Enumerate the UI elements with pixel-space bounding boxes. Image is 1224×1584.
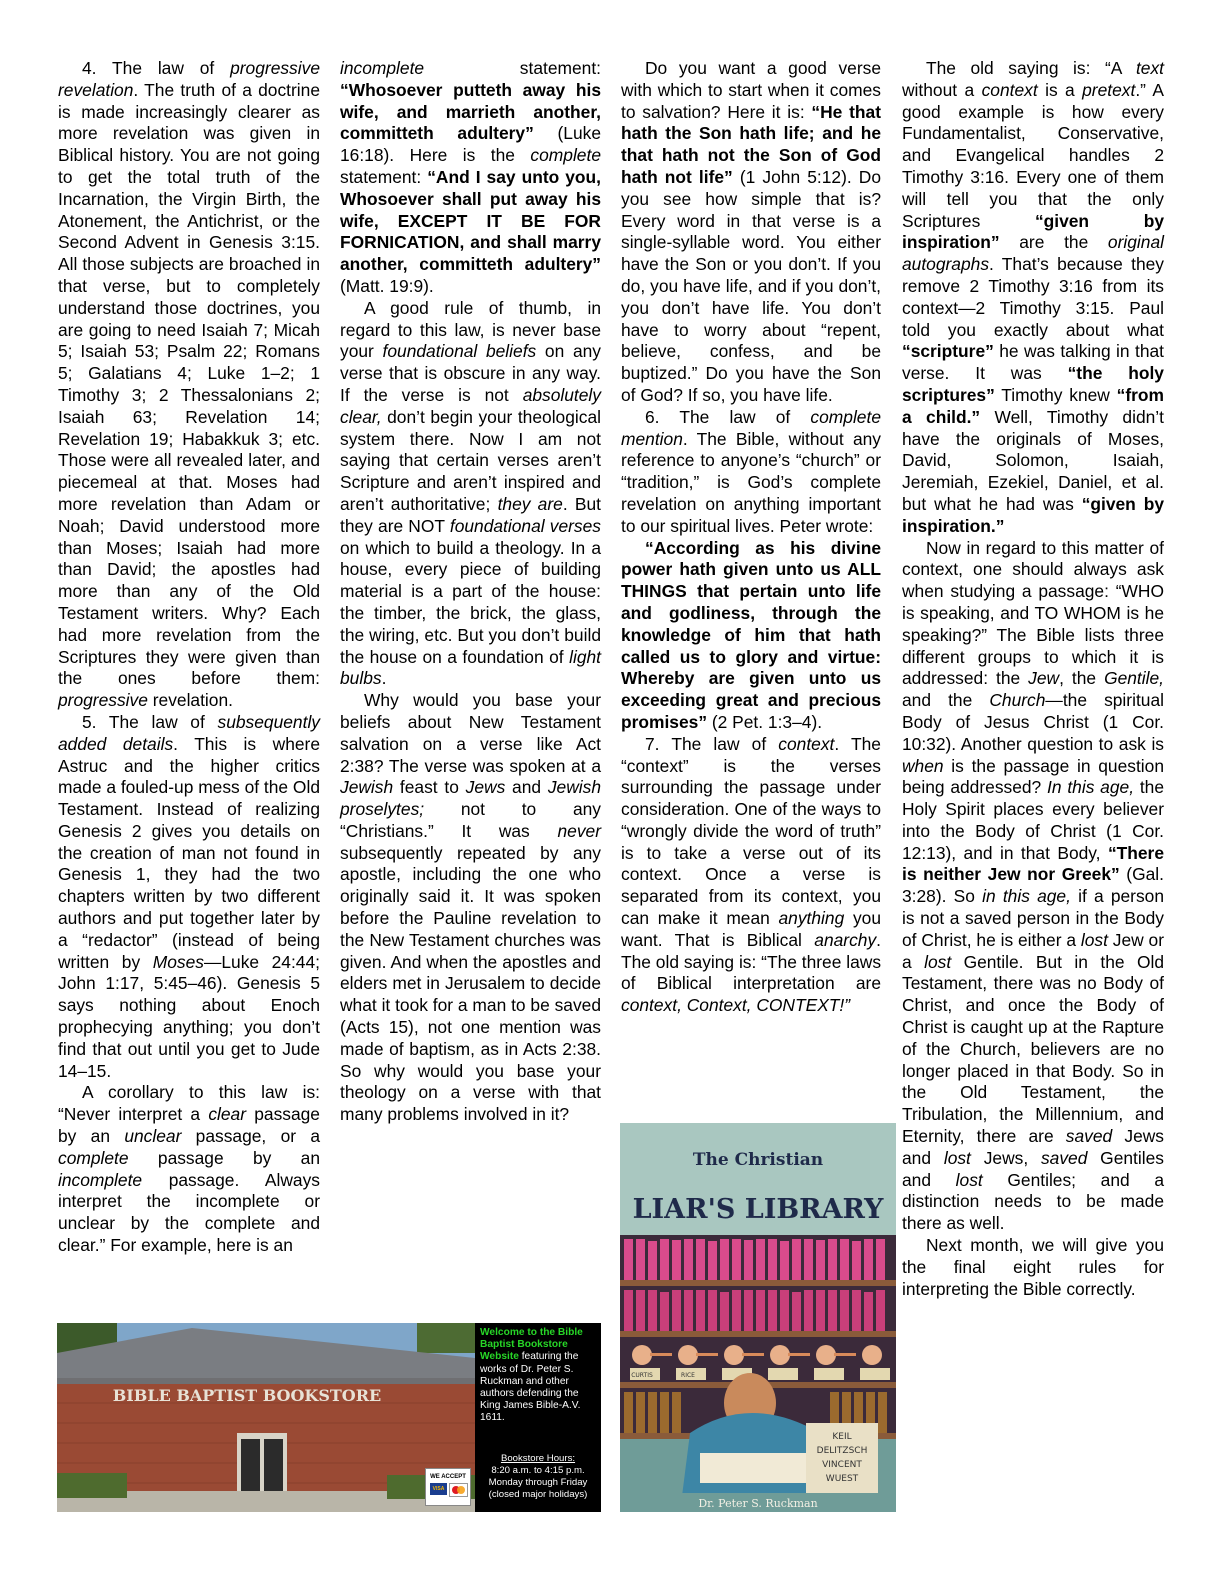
article-column-4 (902, 58, 1164, 1300)
paragraph-who-speaking: Now in regard to this matter of context, one should always ask when studying a passage: “WHO is speaking, and TO WHOM is he speaking?” The Bible lists three different groups to which it is addressed: the Jew, the Gentile, and the Church—the spiritual Body of Jesus Christ (1 Cor. 10:32). Another question to ask is when is the passage in question being addressed? In this age, the Holy Spirit places every believer into the Body of Christ (1 Cor. 12:13), and in that Body, “There is neither Jew nor Greek” (Gal. 3:28). So in this age, if a person is not a saved person in the Body of Christ, he is either a lost Jew or a lost Gentile. But in the Old Testament, there was no Body of Christ, and once the Body of Christ is caught up at the Rapture of the Church, believers are no longer placed in that Body. So in the Old Testament, the Tribulation, the Millennium, and Eternity, there are saved Jews and lost Jews, saved Gentiles and lost Gentiles; and a distinction needs to be made there as well. (902, 537, 1165, 1234)
bookstore-building-photo (57, 1323, 475, 1512)
visa-card-icon: VISA (430, 1483, 447, 1495)
paragraph-law-6: 6. The law of complete mention. The Bible, without any reference to anyone’s “church” or “tradition,” is God’s complete revelation on anything important to our spiritual lives. Peter wrote: (621, 406, 881, 536)
paragraph-text-context: The old saying is: “A text without a context is a pretext.” A good example is how every Fundamentalist, Conservative, and Evangelical handles 2 Timothy 3:16. Every one of them will tell you that the only Scriptures “given by inspiration” are the original autographs. That’s because they remove 2 Timothy 3:16 from its context—2 Timothy 3:15. Paul told you exactly about what “scripture” he was talking in that verse. It was “the holy scriptures” Timothy knew “from a child.” Well, Timothy didn’t have the originals of Moses, David, Solomon, Isaiah, Jeremiah, Ezekiel, Daniel, et al. but what he had was “given by inspiration.” (902, 58, 1164, 536)
paragraph-acts-238: Why would you base your beliefs about New Testament salvation on a verse like Act 2:38? The verse was spoken at a Jewish feast to Jews and Jewish proselytes; not to any “Christians.” It was never subsequently repeated by any apostle, including the one who originally said it. It was spoken before the Pauline revelation to the New Testament churches was given. And when the apostles and elders met in Jerusalem to decide what it took for a man to be saved (Acts 15), not one mention was made of baptism, as in Acts 2:38. So why would you base your theology on a verse with that many problems involved in it? (340, 690, 602, 1125)
mastercard-icon (449, 1483, 468, 1497)
spine-label-wuest: WUEST (825, 1474, 859, 1484)
paragraph-corollary: A corollary to this law is: “Never interpret a clear passage by an unclear passage, or a complete passage by an incomplete passage. Always interpret the incomplete or unclear by the complete and clear.” For example, here is an (58, 1082, 321, 1256)
paragraph-next-month: Next month, we will give you the final eight rules for interpreting the Bible correctly. (902, 1235, 1164, 1299)
book-author: Dr. Peter S. Ruckman (698, 1497, 818, 1510)
bookstore-hours: Bookstore Hours: 8:20 a.m. to 4:15 p.m. Monday through Friday (closed major holidays) (488, 1453, 588, 1500)
quote-2-peter: “According as his divine power hath given unto us ALL THINGS that pertain unto life and godliness, through the knowledge of him that hath called us to glory and virtue: Whereby are given unto us exceeding great and precious promises” (2 Pet. 1:3–4). (621, 537, 881, 732)
paragraph-law-7: 7. The law of context. The “context” is the verses surrounding the passage under consideration. One of the ways to “wrongly divide the word of truth” is to take a verse out of its context. Once a verse is separated from its context, you can make it mean anything you want. That is Biblical anarchy. The old saying is: “The three laws of Biblical interpretation are context, Context, CONTEXT!” (621, 733, 882, 1016)
ad-info-panel (430, 1323, 601, 1512)
paragraph-rule-of-thumb: A good rule of thumb, in regard to this law, is never base your foundational beliefs on any verse that is obscure in any way. If the verse is not absolutely clear, don’t begin your theological system there. Now I am not saying that certain verses aren’t Scripture and aren’t inspired and aren’t authoritative; they are. But they are NOT foundational verses on which to build a theology. In a house, every piece of building material is a part of the house: the timber, the brick, the glass, the wiring, etc. But you don’t build the house on a foundation of light bulbs. (340, 297, 601, 689)
spine-label-delitzsch: DELITZSCH (816, 1446, 868, 1456)
book-title-main: LIAR'S LIBRARY (632, 1194, 884, 1225)
book-cover-art (620, 1123, 896, 1512)
article-column-3 (621, 58, 881, 1017)
spine-label-vincent: VINCENT (822, 1460, 862, 1470)
article-column-2 (340, 58, 601, 1126)
spine-label-keil: KEIL (832, 1432, 852, 1442)
spine-label-curtis: CURTIS (631, 1372, 653, 1379)
paragraph-law-4: 4. The law of progressive revelation. The truth of a doctrine is made increasingly clearer as more revelation was given in Biblical history. You are not going to get the total truth of the Incarnation, the Virgin Birth, the Atonement, the Antichrist, or the Second Advent in Genesis 3:15. All those subjects are broached in that verse, but to completely understand those doctrines, you are going to need Isaiah 7; Micah 5; Isaiah 53; Psalm 22; Romans 5; Galatians 4; Luke 1–2; 1 Timothy 3; 2 Thessalonians 2; Isaiah 63; Revelation 14; Revelation 19; Habakkuk 3; etc. Those were all revealed later, and piecemeal at that. Moses had more revelation than Adam or Noah; David understood more than Moses; Isaiah had more than David; the apostles had more than any of the Old Testament writers. Why? Each had more revelation from the Scriptures they were given than the ones before them: progressive revelation. (58, 58, 320, 711)
book-title-top: The Christian (692, 1150, 824, 1170)
paragraph-complete-statement: incomplete statement: “Whosoever putteth away his wife, and marrieth another, committeth adultery” (Luke 16:18). Here is the complete statement: “And I say unto you, Whosoever shall put away his wife, EXCEPT IT BE FOR FORNICATION, and shall marry another, committeth adultery” (Matt. 19:9). (340, 58, 601, 296)
article-column-1 (58, 58, 320, 1257)
ad-welcome-text: Welcome to the Bible Baptist Bookstore Website featuring the works of Dr. Peter S. Ruckman and other authors defending the King James Bible-A.V. 1611. (480, 1327, 583, 1424)
paragraph-good-verse: Do you want a good verse with which to start when it comes to salvation? Here it is: “He that hath the Son hath life; and he that hath not the Son of God hath not life” (1 John 5:12). Do you see how simple that is? Every word in that verse is a single-syllable word. You either have the Son or you don’t. If you do, you have life, and if you don’t, you don’t have life. You don’t have to worry about “repent, believe, confess, and be buptized.” Do you have the Son of God? If so, you have life. (621, 58, 882, 405)
book-cover-liars-library[interactable] (620, 1123, 896, 1512)
paragraph-law-5: 5. The law of subsequently added details. This is where Astruc and the higher critics made a fouled-up mess of the Old Testament. Instead of realizing Genesis 2 gives you details on the creation of man not found in Genesis 1, they had the two chapters written by two different authors and put together later by a “redactor” (instead of being written by Moses—Luke 24:44; John 1:17, 5:45–46). Genesis 5 says nothing about Enoch prophecying anything; you don’t find that out until you get to Jude 14–15. (58, 711, 320, 1081)
spine-label-rice: RICE (681, 1372, 695, 1379)
bookstore-ad[interactable] (57, 1323, 601, 1512)
bookstore-sign: BIBLE BAPTIST BOOKSTORE (112, 1386, 382, 1405)
payment-cards-badge: WE ACCEPT VISA (425, 1468, 471, 1506)
